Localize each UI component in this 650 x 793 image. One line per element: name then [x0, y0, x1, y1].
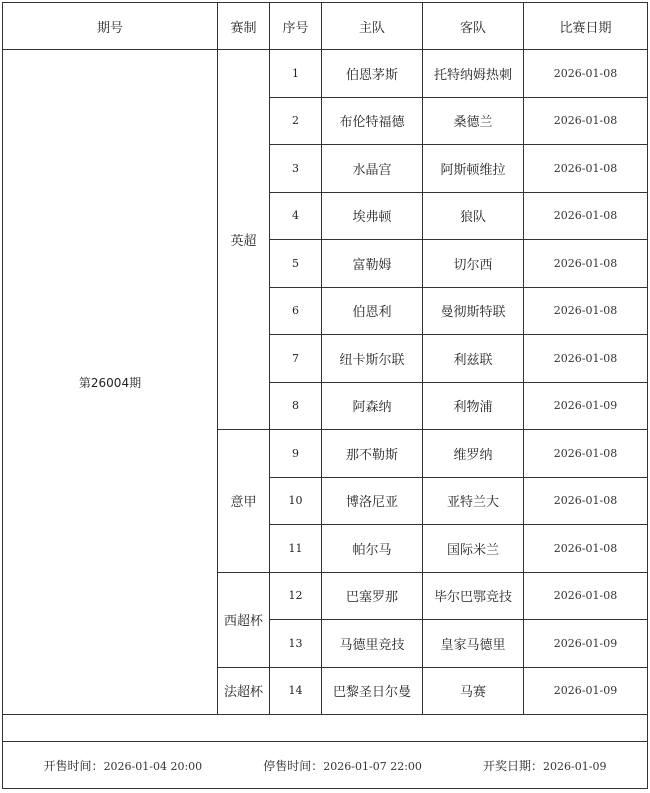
draw-date-label: 开奖日期：: [483, 758, 544, 773]
footer-cell: [3, 742, 648, 789]
period-cell: 第26004期: [3, 50, 218, 715]
match-num: 13: [270, 620, 322, 668]
league-cell: 意甲: [218, 430, 270, 573]
sale-end-value: 2026-01-07 22:00: [323, 759, 422, 773]
match-date: 2026-01-09: [524, 382, 648, 430]
header-away: 客队: [423, 3, 524, 50]
sale-end: [263, 757, 422, 774]
match-date: 2026-01-08: [524, 50, 648, 98]
draw-date: [483, 757, 606, 774]
match-num: 3: [270, 145, 322, 193]
match-date: 2026-01-08: [524, 192, 648, 240]
away-team: 曼彻斯特联: [423, 287, 524, 335]
match-num: 12: [270, 572, 322, 620]
sale-start-value: 2026-01-04 20:00: [103, 759, 203, 773]
sale-start-label: 开售时间：: [43, 758, 104, 773]
match-date: 2026-01-08: [524, 335, 648, 383]
away-team: 皇家马德里: [423, 620, 524, 668]
match-date: 2026-01-08: [524, 572, 648, 620]
match-num: 4: [270, 192, 322, 240]
away-team: 利兹联: [423, 335, 524, 383]
home-team: 布伦特福德: [322, 97, 423, 145]
match-schedule-table: [2, 2, 648, 789]
home-team: 巴塞罗那: [322, 572, 423, 620]
sale-end-label: 停售时间：: [263, 758, 324, 773]
match-num: 11: [270, 525, 322, 573]
league-cell: 西超杯: [218, 572, 270, 667]
match-date: 2026-01-08: [524, 287, 648, 335]
home-team: 埃弗顿: [322, 192, 423, 240]
away-team: 马赛: [423, 667, 524, 715]
blank-row: [3, 715, 648, 742]
home-team: 博洛尼亚: [322, 477, 423, 525]
match-date: 2026-01-08: [524, 477, 648, 525]
home-team: 马德里竞技: [322, 620, 423, 668]
home-team: 阿森纳: [322, 382, 423, 430]
header-num: 序号: [270, 3, 322, 50]
home-team: 伯恩利: [322, 287, 423, 335]
match-num: 5: [270, 240, 322, 288]
home-team: 富勒姆: [322, 240, 423, 288]
match-body: [3, 50, 648, 715]
header-date: 比赛日期: [524, 3, 648, 50]
away-team: 狼队: [423, 192, 524, 240]
league-cell: 法超杯: [218, 667, 270, 715]
away-team: 切尔西: [423, 240, 524, 288]
footer-row: [3, 742, 648, 789]
match-num: 2: [270, 97, 322, 145]
match-date: 2026-01-08: [524, 430, 648, 478]
away-team: 毕尔巴鄂竞技: [423, 572, 524, 620]
match-date: 2026-01-08: [524, 145, 648, 193]
match-num: 8: [270, 382, 322, 430]
away-team: 维罗纳: [423, 430, 524, 478]
away-team: 托特纳姆热刺: [423, 50, 524, 98]
away-team: 阿斯顿维拉: [423, 145, 524, 193]
match-num: 1: [270, 50, 322, 98]
header-row: [3, 3, 648, 50]
home-team: 水晶宫: [322, 145, 423, 193]
match-date: 2026-01-09: [524, 667, 648, 715]
sale-start: [44, 757, 203, 774]
match-num: 7: [270, 335, 322, 383]
match-num: 14: [270, 667, 322, 715]
away-team: 亚特兰大: [423, 477, 524, 525]
header-home: 主队: [322, 3, 423, 50]
blank-cell: [3, 715, 648, 742]
draw-date-value: 2026-01-09: [543, 759, 607, 773]
match-row: [3, 50, 648, 98]
away-team: 利物浦: [423, 382, 524, 430]
away-team: 国际米兰: [423, 525, 524, 573]
home-team: 那不勒斯: [322, 430, 423, 478]
home-team: 纽卡斯尔联: [322, 335, 423, 383]
home-team: 巴黎圣日尔曼: [322, 667, 423, 715]
home-team: 伯恩茅斯: [322, 50, 423, 98]
home-team: 帕尔马: [322, 525, 423, 573]
match-num: 9: [270, 430, 322, 478]
match-date: 2026-01-08: [524, 525, 648, 573]
header-period: 期号: [3, 3, 218, 50]
league-cell: 英超: [218, 50, 270, 430]
match-date: 2026-01-08: [524, 97, 648, 145]
footer-info: [3, 757, 647, 774]
match-date: 2026-01-09: [524, 620, 648, 668]
match-num: 6: [270, 287, 322, 335]
match-num: 10: [270, 477, 322, 525]
away-team: 桑德兰: [423, 97, 524, 145]
match-date: 2026-01-08: [524, 240, 648, 288]
header-league: 赛制: [218, 3, 270, 50]
